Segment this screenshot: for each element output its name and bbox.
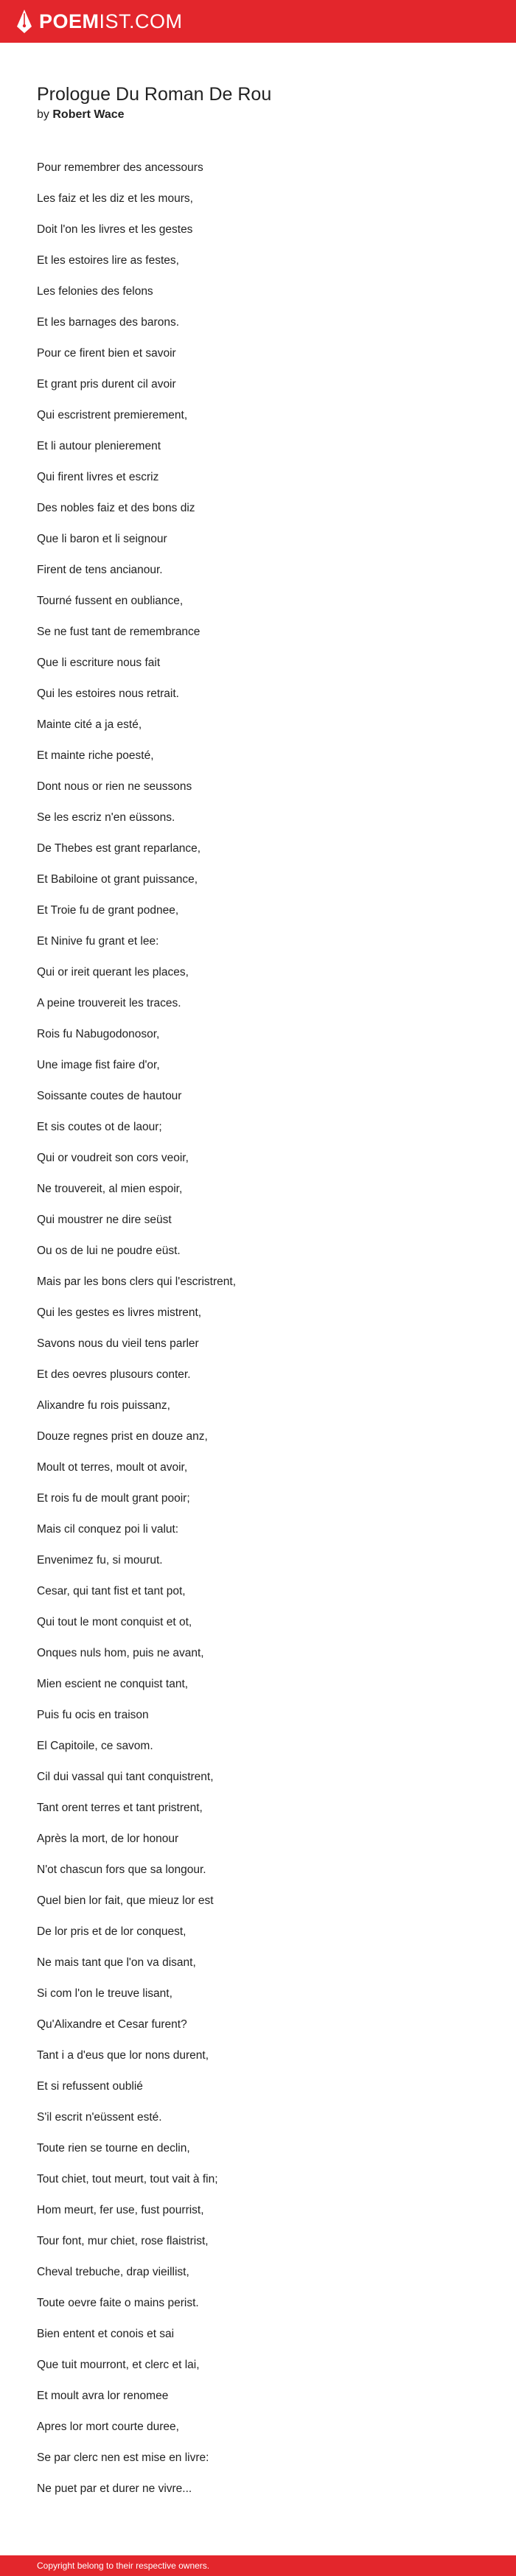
poem-line: Que tuit mourront, et clerc et lai, bbox=[37, 2359, 200, 2371]
poem-line: Cil dui vassal qui tant conquistrent, bbox=[37, 1771, 214, 1783]
poem-line: Ou os de lui ne poudre eüst. bbox=[37, 1245, 181, 1257]
poem-line: Et sis coutes ot de laour; bbox=[37, 1121, 162, 1133]
poem-line: Tour font, mur chiet, rose flaistrist, bbox=[37, 2235, 209, 2247]
poem-line: Après la mort, de lor honour bbox=[37, 1833, 179, 1845]
poem-line: Et Troie fu de grant podnee, bbox=[37, 904, 179, 917]
poem-line: De lor pris et de lor conquest, bbox=[37, 1925, 186, 1938]
poem-line: Mais cil conquez poi li valut: bbox=[37, 1523, 179, 1536]
poem-line: Qui les gestes es livres mistrent, bbox=[37, 1306, 202, 1319]
poem-line: Et Ninive fu grant et lee: bbox=[37, 935, 159, 948]
poem-line: Tout chiet, tout meurt, tout vait à fin; bbox=[37, 2173, 218, 2185]
poem-line: Se par clerc nen est mise en livre: bbox=[37, 2451, 209, 2464]
poem-line: Toute oevre faite o mains perist. bbox=[37, 2297, 199, 2309]
poem-line: Firent de tens ancianour. bbox=[37, 564, 163, 576]
poem-line: Ne mais tant que l'on va disant, bbox=[37, 1956, 196, 1969]
byline bbox=[37, 107, 479, 123]
poem-line: Si com l'on le treuve lisant, bbox=[37, 1987, 172, 2000]
poem-line: Savons nous du vieil tens parler bbox=[37, 1337, 199, 1350]
poem-line: Onques nuls hom, puis ne avant, bbox=[37, 1647, 204, 1659]
poem-line: Ne trouvereit, al mien espoir, bbox=[37, 1183, 183, 1195]
poem-line: Et rois fu de moult grant pooir; bbox=[37, 1492, 190, 1505]
poem-line: Qui escristrent premierement, bbox=[37, 409, 188, 421]
poem-line: Et moult avra lor renomee bbox=[37, 2390, 169, 2402]
poem-line: Alixandre fu rois puissanz, bbox=[37, 1399, 170, 1412]
poem-line: Et li autour plenierement bbox=[37, 440, 161, 452]
poem-line: Des nobles faiz et des bons diz bbox=[37, 502, 195, 514]
author-link[interactable]: Robert Wace bbox=[52, 108, 125, 121]
poem-line: Quel bien lor fait, que mieuz lor est bbox=[37, 1894, 214, 1907]
poem-line: Ne puet par et durer ne vivre... bbox=[37, 2482, 192, 2495]
poem-line: Pour remembrer des ancessours bbox=[37, 161, 203, 174]
poem-line: Qui firent livres et escriz bbox=[37, 471, 159, 483]
poem-line: Qui or ireit querant les places, bbox=[37, 966, 189, 979]
poem-line: Une image fist faire d'or, bbox=[37, 1059, 160, 1071]
poem-line: Tant orent terres et tant pristrent, bbox=[37, 1802, 203, 1814]
poem-line: Mais par les bons clers qui l'escristrent, bbox=[37, 1275, 237, 1288]
poem-line: Les felonies des felons bbox=[37, 285, 153, 298]
site-footer bbox=[0, 2555, 516, 2576]
poem-line: A peine trouvereit les traces. bbox=[37, 997, 181, 1009]
poem-line: Cesar, qui tant fist et tant pot, bbox=[37, 1585, 186, 1597]
poem-line: Qu'Alixandre et Cesar furent? bbox=[37, 2018, 187, 2031]
copyright-notice: Copyright belong to their respective owners. bbox=[37, 2561, 210, 2571]
logo-wordmark-light: IST.COM bbox=[99, 10, 183, 32]
poem-line: Et grant pris durent cil avoir bbox=[37, 378, 176, 391]
poem-line: Qui moustrer ne dire seüst bbox=[37, 1214, 172, 1226]
poem-line: Que li baron et li seignour bbox=[37, 533, 167, 545]
poem-line: Envenimez fu, si mourut. bbox=[37, 1554, 163, 1567]
poem-body bbox=[37, 153, 479, 2505]
poem-line: Qui les estoires nous retrait. bbox=[37, 687, 179, 700]
poem-line: Qui tout le mont conquist et ot, bbox=[37, 1616, 192, 1628]
poem-line: Qui or voudreit son cors veoir, bbox=[37, 1152, 189, 1164]
page-title: Prologue Du Roman De Rou bbox=[37, 84, 272, 105]
poem-line: Et les estoires lire as festes, bbox=[37, 254, 179, 267]
poem-line: Et si refussent oublié bbox=[37, 2080, 143, 2093]
poem-line: Toute rien se tourne en declin, bbox=[37, 2142, 190, 2155]
poem-line: Bien entent et conois et sai bbox=[37, 2328, 175, 2340]
poem-line: Soissante coutes de hautour bbox=[37, 1090, 182, 1102]
poem-line: Se ne fust tant de remembrance bbox=[37, 626, 201, 638]
poem-line: Et les barnages des barons. bbox=[37, 316, 180, 329]
poem-line: N'ot chascun fors que sa longour. bbox=[37, 1863, 206, 1876]
poem-line: Puis fu ocis en traison bbox=[37, 1709, 149, 1721]
poem-line: Les faiz et les diz et les mours, bbox=[37, 192, 193, 205]
poem-line: Hom meurt, fer use, fust pourrist, bbox=[37, 2204, 204, 2216]
poem-line: Rois fu Nabugodonosor, bbox=[37, 1028, 160, 1040]
poem-line: Que li escriture nous fait bbox=[37, 657, 161, 669]
poem-heading bbox=[37, 83, 479, 123]
pen-nib-icon bbox=[16, 9, 32, 34]
poem-line: Mainte cité a ja esté, bbox=[37, 718, 142, 731]
poem-line: Tant i a d'eus que lor nons durent, bbox=[37, 2049, 209, 2062]
site-logo[interactable] bbox=[16, 9, 183, 34]
poem-line: Pour ce firent bien et savoir bbox=[37, 347, 176, 360]
poem-line: Et des oevres plusours conter. bbox=[37, 1368, 191, 1381]
poem-line: Et Babiloine ot grant puissance, bbox=[37, 873, 198, 886]
logo-wordmark-bold: POEM bbox=[39, 10, 100, 32]
poem-line: El Capitoile, ce savom. bbox=[37, 1740, 153, 1752]
poem-line: Cheval trebuche, drap vieillist, bbox=[37, 2266, 189, 2278]
poem-line: Moult ot terres, moult ot avoir, bbox=[37, 1461, 188, 1474]
poem-line: Mien escient ne conquist tant, bbox=[37, 1678, 189, 1690]
poem-line: Douze regnes prist en douze anz, bbox=[37, 1430, 208, 1443]
poem-line: Dont nous or rien ne seussons bbox=[37, 780, 192, 793]
poem-line: Tourné fussent en oubliance, bbox=[37, 595, 184, 607]
poem-line: De Thebes est grant reparlance, bbox=[37, 842, 201, 855]
poem-line: Se les escriz n'en eüssons. bbox=[37, 811, 175, 824]
site-header bbox=[0, 0, 516, 43]
poem-line: Apres lor mort courte duree, bbox=[37, 2421, 179, 2433]
logo-wordmark bbox=[39, 12, 183, 32]
poem-line: Doit l'on les livres et les gestes bbox=[37, 223, 193, 236]
poem-line: S'il escrit n'eüssent esté. bbox=[37, 2111, 162, 2124]
poem-line: Et mainte riche poesté, bbox=[37, 749, 154, 762]
by-label: by bbox=[37, 108, 49, 121]
